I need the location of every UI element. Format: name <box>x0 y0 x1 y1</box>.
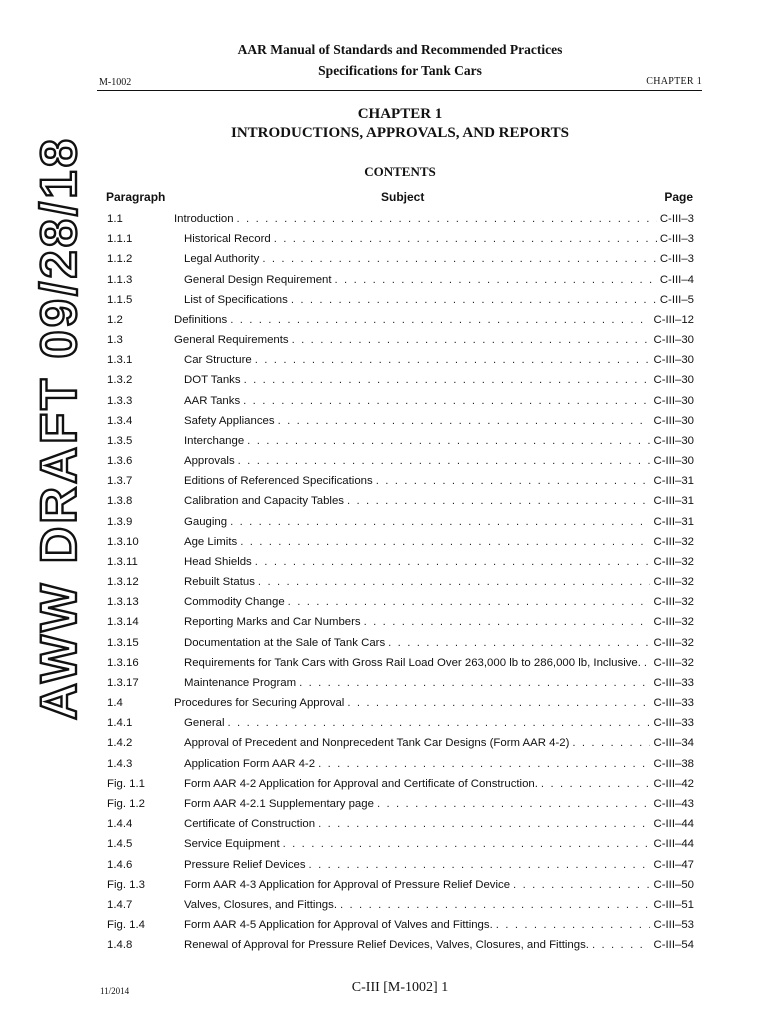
toc-page-number: C-III–31 <box>653 495 694 508</box>
toc-entry <box>184 413 694 429</box>
toc-row <box>107 675 694 695</box>
toc-subject: Renewal of Approval for Pressure Relief Devices, Valves, Closures, and Fittings. <box>184 939 589 952</box>
toc-subject: Service Equipment <box>184 838 280 851</box>
toc-subject: Historical Record <box>184 233 271 246</box>
toc-subject: List of Specifications <box>184 293 288 306</box>
toc-dot-leader <box>318 816 650 832</box>
toc-paragraph-number: 1.4.4 <box>107 818 133 831</box>
toc-paragraph-number: 1.1.5 <box>107 293 133 306</box>
toc-dot-leader <box>244 372 651 388</box>
header-rule <box>97 90 702 91</box>
toc-subject: Requirements for Tank Cars with Gross Rail Load Over 263,000 lb to 286,000 lb, Inclusive. <box>184 656 641 669</box>
toc-row <box>107 211 694 231</box>
toc-entry <box>184 675 694 691</box>
toc-dot-leader <box>377 796 651 812</box>
toc-dot-leader <box>388 635 650 651</box>
toc-subject: Calibration and Capacity Tables <box>184 495 344 508</box>
toc-paragraph-number: 1.3.17 <box>107 676 139 689</box>
toc-entry <box>174 312 694 328</box>
toc-paragraph-number: 1.3.16 <box>107 656 139 669</box>
toc-dot-leader <box>283 836 651 852</box>
toc-row <box>107 715 694 735</box>
toc-paragraph-number: 1.4.7 <box>107 898 133 911</box>
toc-dot-leader <box>291 292 657 308</box>
toc-entry <box>184 776 694 792</box>
toc-subject: Form AAR 4-2.1 Supplementary page <box>184 797 374 810</box>
toc-subject: Application Form AAR 4-2 <box>184 757 316 770</box>
toc-entry <box>184 372 694 388</box>
document-id: M-1002 <box>99 77 132 88</box>
toc-row <box>107 614 694 634</box>
toc-page-number: C-III–38 <box>653 757 694 770</box>
toc-page-number: C-III–5 <box>659 293 694 306</box>
toc-page-number: C-III–32 <box>653 656 694 669</box>
toc-row <box>107 756 694 776</box>
toc-entry <box>184 514 694 530</box>
toc-row <box>107 251 694 271</box>
toc-dot-leader <box>347 493 650 509</box>
toc-entry <box>184 857 694 873</box>
toc-entry <box>184 574 694 590</box>
toc-entry <box>184 251 694 267</box>
toc-subject: Gauging <box>184 515 228 528</box>
toc-paragraph-number: 1.3.5 <box>107 434 133 447</box>
toc-paragraph-number: Fig. 1.4 <box>107 919 145 932</box>
toc-subject: Safety Appliances <box>184 414 275 427</box>
footer-page-label: C-III [M-1002] 1 <box>351 980 449 995</box>
toc-row <box>107 917 694 937</box>
toc-page-number: C-III–30 <box>653 354 694 367</box>
toc-dot-leader <box>255 352 651 368</box>
toc-page-number: C-III–43 <box>653 797 694 810</box>
toc-entry <box>184 614 694 630</box>
toc-column-headers <box>0 190 768 206</box>
toc-entry <box>184 594 694 610</box>
toc-dot-leader <box>255 554 651 570</box>
toc-dot-leader <box>258 574 651 590</box>
toc-row <box>107 877 694 897</box>
toc-paragraph-number: 1.3.12 <box>107 576 139 589</box>
toc-dot-leader <box>228 715 651 731</box>
toc-row <box>107 393 694 413</box>
toc-entry <box>184 877 694 893</box>
toc-row <box>107 897 694 917</box>
toc-page-number: C-III–30 <box>653 394 694 407</box>
toc-row <box>107 836 694 856</box>
toc-dot-leader <box>299 675 650 691</box>
toc-page-number: C-III–30 <box>653 414 694 427</box>
toc-entry <box>174 332 694 348</box>
toc-dot-leader <box>513 877 650 893</box>
contents-heading: CONTENTS <box>364 164 436 179</box>
toc-row <box>107 655 694 675</box>
toc-page-number: C-III–3 <box>659 233 694 246</box>
toc-paragraph-number: 1.1.1 <box>107 233 133 246</box>
toc-dot-leader <box>496 917 651 933</box>
toc-paragraph-number: 1.4.2 <box>107 737 133 750</box>
toc-dot-leader <box>592 937 651 953</box>
toc-row <box>107 594 694 614</box>
toc-page-number: C-III–4 <box>659 273 694 286</box>
toc-subject: General Requirements <box>174 334 289 347</box>
toc-page-number: C-III–30 <box>653 455 694 468</box>
toc-page-number: C-III–54 <box>653 939 694 952</box>
toc-page-number: C-III–3 <box>659 213 694 225</box>
toc-row <box>107 735 694 755</box>
toc-dot-leader <box>230 312 650 328</box>
chapter-title: CHAPTER 1 <box>357 106 443 122</box>
subject-column-header: Subject <box>381 190 425 204</box>
manual-title: AAR Manual of Standards and Recommended Practices <box>237 42 563 57</box>
toc-dot-leader <box>309 857 651 873</box>
toc-entry <box>184 554 694 570</box>
toc-paragraph-number: 1.1.3 <box>107 273 133 286</box>
toc-paragraph-number: 1.4.3 <box>107 757 133 770</box>
toc-entry <box>184 352 694 368</box>
toc-row <box>107 534 694 554</box>
toc-paragraph-number: 1.3.4 <box>107 414 133 427</box>
toc-subject: Form AAR 4-3 Application for Approval of Pressure Relief Device <box>184 878 511 891</box>
toc-subject: DOT Tanks <box>184 374 241 387</box>
toc-row <box>107 473 694 493</box>
toc-paragraph-number: 1.3.2 <box>107 374 133 387</box>
toc-entry <box>184 534 694 550</box>
toc-dot-leader <box>240 534 650 550</box>
toc-page-number: C-III–50 <box>653 878 694 891</box>
toc-row <box>107 372 694 392</box>
toc-paragraph-number: Fig. 1.1 <box>107 777 145 790</box>
toc-entry <box>184 816 694 832</box>
toc-subject: AAR Tanks <box>184 394 241 407</box>
toc-subject: Reporting Marks and Car Numbers <box>184 616 361 629</box>
toc-page-number: C-III–53 <box>653 919 694 932</box>
toc-row <box>107 574 694 594</box>
toc-paragraph-number: 1.3 <box>107 334 123 347</box>
toc-subject: Valves, Closures, and Fittings. <box>184 898 337 911</box>
toc-entry <box>184 937 694 953</box>
toc-entry <box>184 796 694 812</box>
toc-page-number: C-III–32 <box>653 636 694 649</box>
toc-entry <box>184 715 694 731</box>
running-chapter-label: CHAPTER 1 <box>646 76 702 87</box>
toc-subject: Pressure Relief Devices <box>184 858 306 871</box>
toc-row <box>107 695 694 715</box>
chapter-subtitle: INTRODUCTIONS, APPROVALS, AND REPORTS <box>230 125 569 141</box>
toc-page-number: C-III–51 <box>653 898 694 911</box>
paragraph-column-header: Paragraph <box>106 190 166 204</box>
toc-paragraph-number: 1.4.5 <box>107 838 133 851</box>
toc-subject: Legal Authority <box>184 253 260 266</box>
toc-entry <box>184 433 694 449</box>
toc-paragraph-number: 1.4.8 <box>107 939 133 952</box>
toc-row <box>107 292 694 312</box>
toc-dot-leader <box>292 332 651 348</box>
toc-subject: Documentation at the Sale of Tank Cars <box>184 636 386 649</box>
toc-entry <box>184 453 694 469</box>
toc-row <box>107 312 694 332</box>
toc-subject: Editions of Referenced Specifications <box>184 475 373 488</box>
toc-row <box>107 796 694 816</box>
toc-entry <box>184 493 694 509</box>
toc-subject: Procedures for Securing Approval <box>174 697 345 710</box>
table-of-contents <box>107 211 694 957</box>
toc-page-number: C-III–12 <box>653 313 694 326</box>
toc-page-number: C-III–33 <box>653 717 694 730</box>
toc-paragraph-number: 1.1.2 <box>107 253 133 266</box>
toc-paragraph-number: 1.3.13 <box>107 596 139 609</box>
toc-subject: Head Shields <box>184 555 252 568</box>
page-column-header: Page <box>664 190 693 204</box>
toc-entry <box>184 836 694 852</box>
toc-paragraph-number: 1.3.3 <box>107 394 133 407</box>
toc-page-number: C-III–32 <box>653 535 694 548</box>
toc-subject: General Design Requirement <box>184 273 332 286</box>
toc-page-number: C-III–47 <box>653 858 694 871</box>
toc-subject: Form AAR 4-5 Application for Approval of Valves and Fittings. <box>184 919 493 932</box>
toc-dot-leader <box>278 413 651 429</box>
toc-dot-leader <box>335 272 657 288</box>
toc-dot-leader <box>288 594 651 610</box>
toc-row <box>107 776 694 796</box>
toc-page-number: C-III–30 <box>653 374 694 387</box>
toc-paragraph-number: 1.3.7 <box>107 475 133 488</box>
toc-page-number: C-III–32 <box>653 555 694 568</box>
toc-subject: Approval of Precedent and Nonprecedent Tank Car Designs (Form AAR 4-2) <box>184 737 570 750</box>
toc-entry <box>184 231 694 247</box>
toc-entry <box>184 393 694 409</box>
toc-dot-leader <box>347 695 650 711</box>
toc-subject: General <box>184 717 225 730</box>
toc-subject: Maintenance Program <box>184 676 297 689</box>
toc-page-number: C-III–44 <box>653 818 694 831</box>
toc-entry <box>184 897 694 913</box>
toc-paragraph-number: 1.1 <box>107 213 123 225</box>
toc-paragraph-number: 1.4.6 <box>107 858 133 871</box>
manual-subtitle: Specifications for Tank Cars <box>318 63 482 78</box>
toc-row <box>107 554 694 574</box>
toc-paragraph-number: Fig. 1.3 <box>107 878 145 891</box>
toc-dot-leader <box>243 393 650 409</box>
toc-row <box>107 857 694 877</box>
toc-row <box>107 332 694 352</box>
toc-subject: Definitions <box>174 313 228 326</box>
toc-row <box>107 433 694 453</box>
toc-dot-leader <box>318 756 650 772</box>
toc-dot-leader <box>238 453 651 469</box>
toc-row <box>107 514 694 534</box>
toc-subject: Certificate of Construction <box>184 818 316 831</box>
toc-page-number: C-III–32 <box>653 616 694 629</box>
toc-dot-leader <box>572 735 650 751</box>
toc-page-number: C-III–3 <box>659 253 694 266</box>
toc-entry <box>174 211 694 227</box>
toc-page-number: C-III–30 <box>653 434 694 447</box>
toc-page-number: C-III–34 <box>653 737 694 750</box>
toc-paragraph-number: 1.3.15 <box>107 636 139 649</box>
toc-entry <box>184 917 694 933</box>
toc-page-number: C-III–32 <box>653 576 694 589</box>
toc-entry <box>184 635 694 651</box>
toc-row <box>107 272 694 292</box>
toc-subject: Form AAR 4-2 Application for Approval and Certificate of Construction. <box>184 777 538 790</box>
toc-page-number: C-III–42 <box>653 777 694 790</box>
toc-paragraph-number: 1.3.6 <box>107 455 133 468</box>
toc-page-number: C-III–31 <box>653 475 694 488</box>
toc-row <box>107 816 694 836</box>
toc-row <box>107 413 694 433</box>
toc-entry <box>184 292 694 308</box>
toc-paragraph-number: 1.4 <box>107 697 123 710</box>
toc-paragraph-number: 1.3.8 <box>107 495 133 508</box>
toc-dot-leader <box>237 211 657 227</box>
toc-paragraph-number: 1.3.9 <box>107 515 133 528</box>
toc-subject: Interchange <box>184 434 245 447</box>
toc-paragraph-number: 1.2 <box>107 313 123 326</box>
toc-row <box>107 937 694 957</box>
toc-subject: Introduction <box>174 213 234 225</box>
toc-subject: Car Structure <box>184 354 252 367</box>
toc-row <box>107 493 694 513</box>
toc-dot-leader <box>364 614 651 630</box>
toc-page-number: C-III–33 <box>653 676 694 689</box>
toc-subject: Age Limits <box>184 535 238 548</box>
toc-dot-leader <box>376 473 651 489</box>
toc-row <box>107 231 694 251</box>
toc-subject: Commodity Change <box>184 596 285 609</box>
toc-paragraph-number: Fig. 1.2 <box>107 797 145 810</box>
toc-page-number: C-III–33 <box>653 697 694 710</box>
toc-row <box>107 453 694 473</box>
toc-page-number: C-III–44 <box>653 838 694 851</box>
toc-subject: Approvals <box>184 455 235 468</box>
toc-paragraph-number: 1.3.10 <box>107 535 139 548</box>
toc-dot-leader <box>247 433 650 449</box>
toc-paragraph-number: 1.3.14 <box>107 616 139 629</box>
toc-paragraph-number: 1.4.1 <box>107 717 133 730</box>
toc-dot-leader <box>340 897 650 913</box>
toc-page-number: C-III–30 <box>653 334 694 347</box>
toc-entry <box>184 272 694 288</box>
toc-paragraph-number: 1.3.11 <box>107 555 138 568</box>
toc-paragraph-number: 1.3.1 <box>107 354 133 367</box>
toc-entry <box>184 655 694 671</box>
toc-dot-leader <box>541 776 651 792</box>
toc-entry <box>184 473 694 489</box>
toc-entry <box>184 735 694 751</box>
toc-dot-leader <box>274 231 657 247</box>
toc-entry <box>184 756 694 772</box>
toc-page-number: C-III–32 <box>653 596 694 609</box>
toc-row <box>107 635 694 655</box>
toc-row <box>107 352 694 372</box>
toc-dot-leader <box>230 514 650 530</box>
toc-page-number: C-III–31 <box>653 515 694 528</box>
draft-watermark: AWW DRAFT 09/28/18 <box>30 136 87 720</box>
toc-subject: Rebuilt Status <box>184 576 255 589</box>
footer-date: 11/2014 <box>100 986 130 996</box>
toc-entry <box>174 695 694 711</box>
toc-dot-leader <box>262 251 656 267</box>
